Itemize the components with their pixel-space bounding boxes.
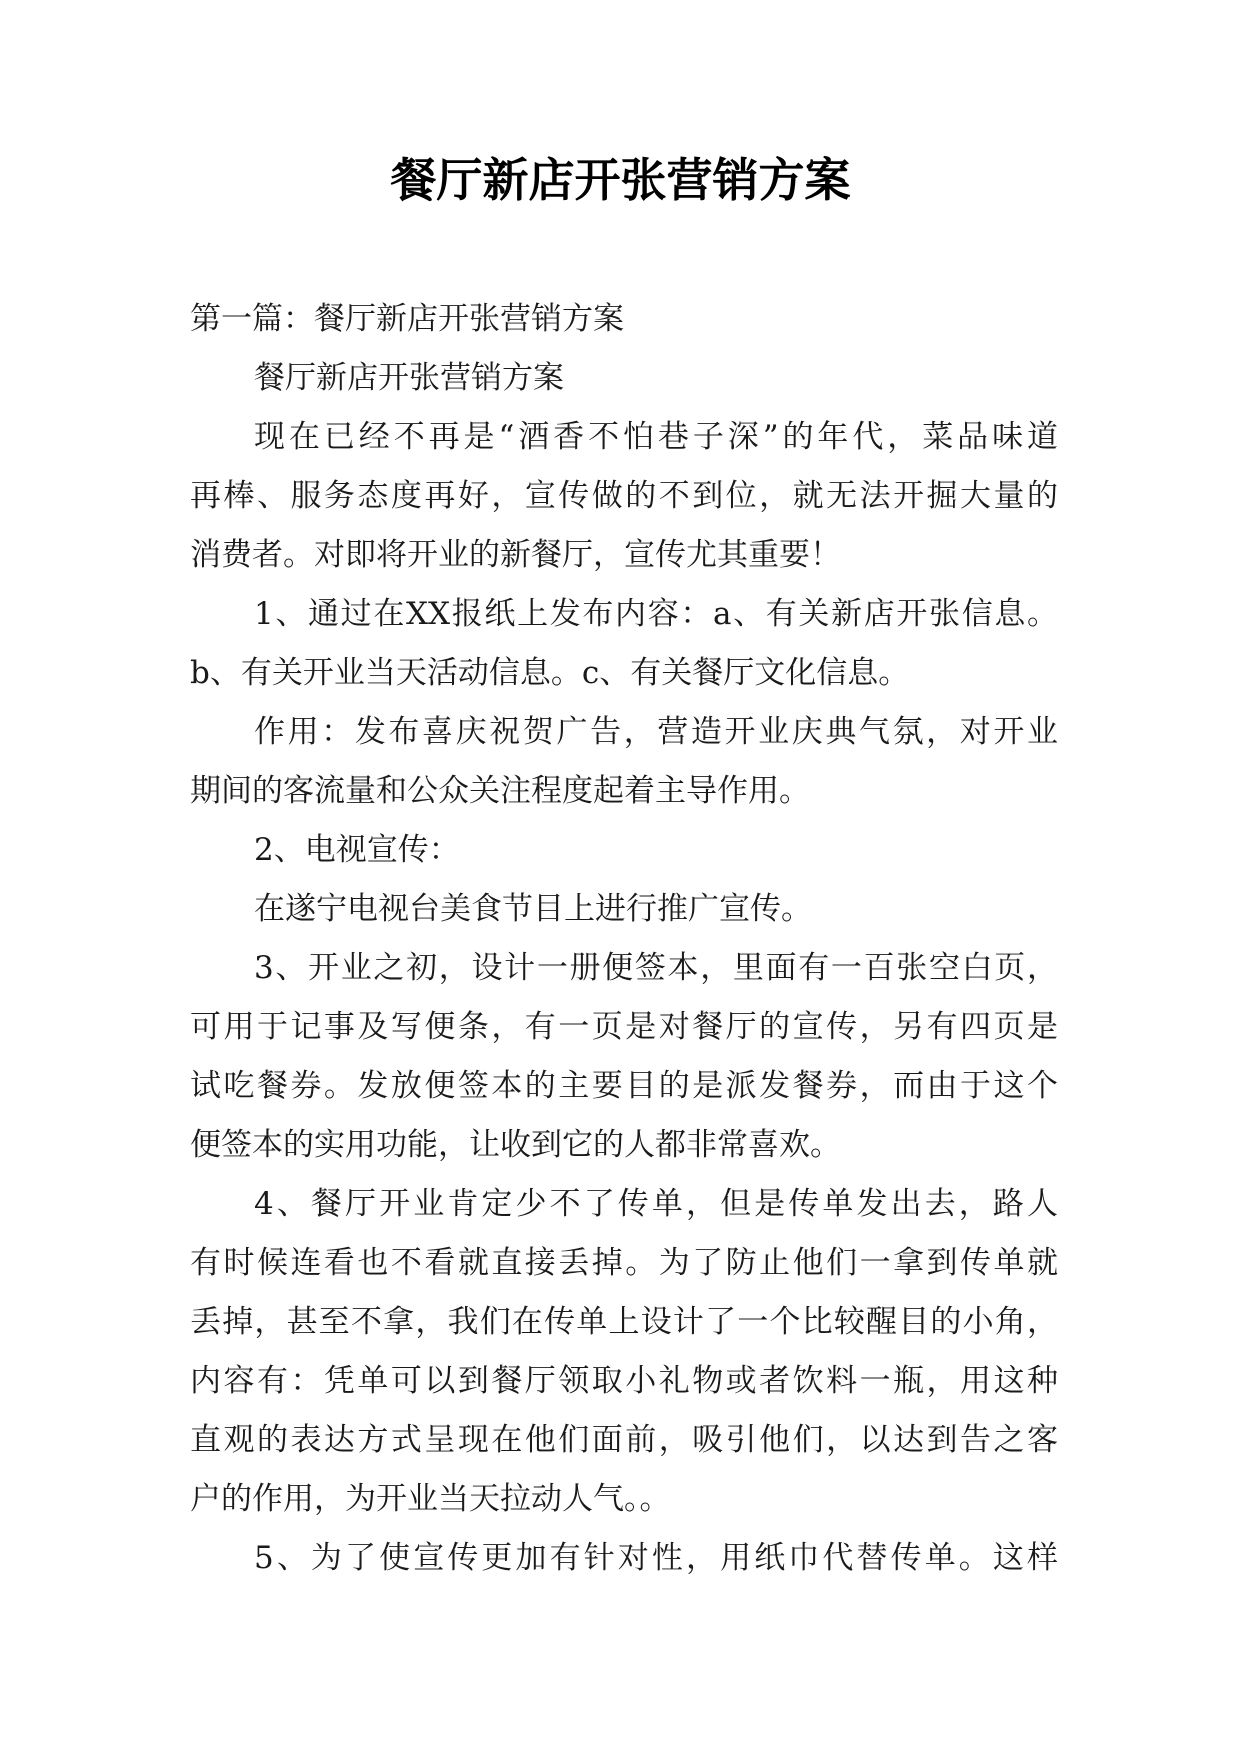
body-line: 直观的表达方式呈现在他们面前，吸引他们，以达到告之客 (190, 1422, 1058, 1458)
body-line: 餐厅新店开张营销方案 (254, 360, 564, 396)
body-line: 内容有：凭单可以到餐厅领取小礼物或者饮料一瓶，用这种 (190, 1363, 1058, 1399)
body-line: 在遂宁电视台美食节目上进行推广宣传。 (254, 891, 812, 927)
body-line: 5、为了使宣传更加有针对性，用纸巾代替传单。这样 (254, 1540, 1058, 1576)
body-line: 第一篇：餐厅新店开张营销方案 (190, 301, 624, 337)
body-line: 作用：发布喜庆祝贺广告，营造开业庆典气氛，对开业 (254, 714, 1058, 750)
body-line: 可用于记事及写便条，有一页是对餐厅的宣传，另有四页是 (190, 1009, 1058, 1045)
body-line: 便签本的实用功能，让收到它的人都非常喜欢。 (190, 1127, 841, 1163)
body-line: 现在已经不再是“酒香不怕巷子深”的年代，菜品味道 (254, 419, 1058, 455)
document-body (190, 290, 1058, 1588)
body-line: 再棒、服务态度再好，宣传做的不到位，就无法开掘大量的 (190, 478, 1058, 514)
body-line: 丢掉，甚至不拿，我们在传单上设计了一个比较醒目的小角， (190, 1304, 1058, 1340)
body-line: 消费者。对即将开业的新餐厅，宣传尤其重要！ (190, 537, 841, 573)
body-line: 试吃餐券。发放便签本的主要目的是派发餐券，而由于这个 (190, 1068, 1058, 1104)
body-line: 户的作用，为开业当天拉动人气。。 (190, 1481, 671, 1517)
body-line: 4、餐厅开业肯定少不了传单，但是传单发出去，路人 (254, 1186, 1058, 1222)
body-line: 有时候连看也不看就直接丢掉。为了防止他们一拿到传单就 (190, 1245, 1058, 1281)
body-line: b、有关开业当天活动信息。c、有关餐厅文化信息。 (190, 655, 910, 691)
body-line: 期间的客流量和公众关注程度起着主导作用。 (190, 773, 810, 809)
body-line: 3、开业之初，设计一册便签本，里面有一百张空白页， (254, 950, 1058, 986)
body-line: 2、电视宣传： (254, 832, 460, 868)
document-title: 餐厅新店开张营销方案 (390, 153, 851, 207)
body-line: 1、通过在XX报纸上发布内容：a、有关新店开张信息。 (254, 596, 1058, 632)
